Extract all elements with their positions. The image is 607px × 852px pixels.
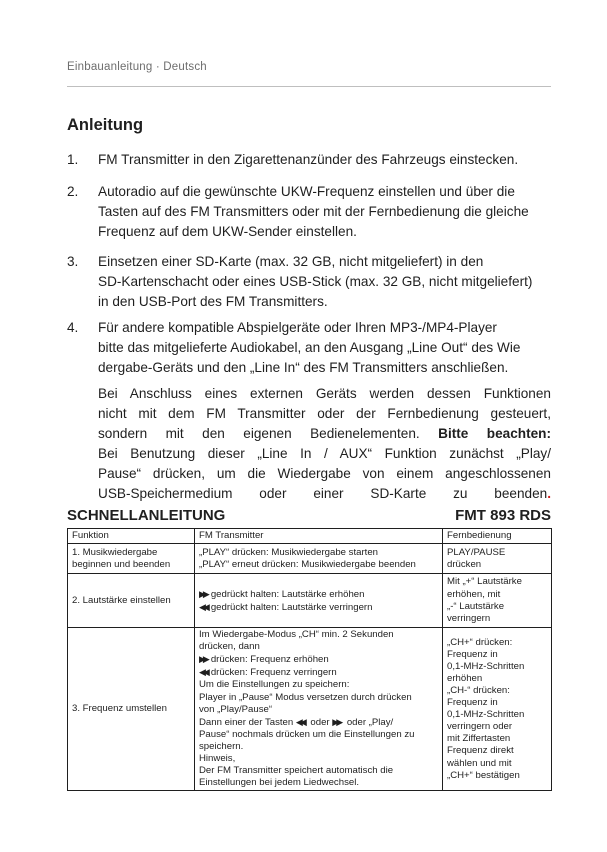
cell-line: Mit „+“ Lautstärke [447, 576, 522, 588]
cell-line: drücken, dann [199, 641, 260, 653]
cell-line [199, 653, 438, 666]
column-header-fm-transmitter: FM Transmitter [195, 529, 443, 544]
section-title: Anleitung [67, 116, 144, 134]
step-text: Einsetzen einer SD-Karte (max. 32 GB, nicht mitgeliefert) in den [98, 254, 484, 269]
table-row [68, 544, 552, 574]
cell-line: beginnen und beenden [72, 558, 171, 570]
cell-text: gedrückt halten: Lautstärke verringern [210, 601, 373, 613]
cell-line: Player in „Pause“ Modus versetzen durch drücken [199, 691, 412, 703]
cell-line: „CH+“ bestätigen [447, 769, 520, 781]
column-header-function: Funktion [68, 529, 195, 544]
note-paragraph [98, 384, 551, 504]
cell-line: 1. Musikwiedergabe [72, 546, 158, 558]
header-rule [67, 86, 551, 87]
rewind-icon: ◀◀ [199, 601, 207, 612]
cell-line: speichern. [199, 740, 244, 752]
table-header-row [68, 529, 552, 544]
cell-line: „CH-“ drücken: [447, 685, 510, 697]
cell-text: oder „Play/ [346, 716, 394, 728]
cell-line: Pause“ nochmals drücken um die Einstellungen zu [199, 728, 415, 740]
cell-line: Frequenz direkt [447, 745, 514, 757]
step-number: 3. [67, 254, 79, 269]
step-text: in den USB-Port des FM Transmitters. [98, 294, 328, 309]
note-line: USB-Speichermedium oder einer SD-Karte zu beenden [98, 486, 548, 501]
step-text: FM Transmitter in den Zigarettenanzünder des Fahrzeugs einstecken. [98, 152, 519, 167]
note-line: Pause“ drücken, um die Wiedergabe von einem angeschlossenen [98, 466, 551, 481]
cell-line: von „Play/Pause“ [199, 703, 273, 715]
model-name: FMT 893 RDS [455, 507, 551, 524]
function-cell [68, 628, 195, 791]
rewind-icon: ◀◀ [199, 667, 207, 678]
cell-line: erhöhen, mit [447, 588, 501, 600]
cell-line: Frequenz in [447, 697, 498, 709]
rewind-icon: ◀◀ [295, 716, 304, 727]
fast-forward-icon: ▶▶ [332, 716, 341, 727]
cell-line: verringern oder [447, 721, 513, 733]
note-end-mark: . [547, 486, 551, 501]
cell-line: Frequenz in [447, 648, 498, 660]
remote-cell [443, 628, 552, 791]
step-text: Autoradio auf die gewünschte UKW-Frequenz einstellen und über die [98, 184, 515, 199]
column-header-remote: Fernbedienung [443, 529, 552, 544]
cell-line: 0,1-MHz-Schritten [447, 660, 525, 672]
cell-line: drücken [447, 558, 482, 570]
step-text: Tasten auf des FM Transmitters oder mit der Fernbedienung die gleiche [98, 204, 529, 219]
cell-text: gedrückt halten: Lautstärke erhöhen [210, 588, 365, 600]
step-number: 4. [67, 320, 79, 335]
fm-cell [195, 574, 443, 628]
note-line: sondern mit den eigenen Bedienelementen. [98, 426, 420, 441]
fm-cell [195, 544, 443, 574]
quick-guide-table [67, 528, 552, 791]
step-text: bitte das mitgelieferte Audiokabel, an den Ausgang „Line Out“ des Wie [98, 340, 521, 355]
cell-line: Einstellungen bei jedem Liedwechsel. [199, 777, 359, 789]
step-text: SD-Kartenschacht oder eines USB-Stick (max. 32 GB, nicht mitgeliefert) [98, 274, 533, 289]
cell-line: Der FM Transmitter speichert automatisch die [199, 765, 394, 777]
cell-line: „PLAY“ erneut drücken: Musikwiedergabe beenden [199, 558, 416, 570]
cell-line: 2. Lautstärke einstellen [72, 594, 171, 606]
note-line-final [98, 484, 551, 504]
cell-line: Hinweis, [199, 753, 236, 765]
cell-line: mit Ziffertasten [447, 733, 511, 745]
note-line: nicht mit dem FM Transmitter oder der Fernbedienung gesteuert, [98, 406, 551, 421]
step-text: Für andere kompatible Abspielgeräte oder Ihren MP3-/MP4-Player [98, 320, 497, 335]
quick-guide-title: SCHNELLANLEITUNG [67, 507, 226, 524]
cell-line: „CH+“ drücken: [447, 636, 513, 648]
cell-line: „-“ Lautstärke [447, 600, 505, 612]
cell-text: oder [310, 716, 330, 728]
fm-cell [195, 628, 443, 791]
remote-cell [443, 544, 552, 574]
step-text: Frequenz auf dem UKW-Sender einstellen. [98, 224, 357, 239]
cell-line [199, 666, 438, 679]
cell-text: Dann einer der Tasten [199, 716, 294, 728]
fast-forward-icon: ▶▶ [199, 588, 207, 599]
fast-forward-icon: ▶▶ [199, 654, 207, 665]
running-header: Einbauanleitung · Deutsch [67, 61, 207, 73]
cell-line: Um die Einstellungen zu speichern: [199, 679, 350, 691]
step-text: dergabe-Geräts und den „Line In“ des FM Transmitters anschließen. [98, 360, 509, 375]
step-number: 1. [67, 152, 79, 167]
cell-line [199, 588, 438, 601]
cell-line: verringern [447, 612, 491, 624]
function-cell [68, 574, 195, 628]
note-line: Bei Benutzung dieser „Line In / AUX“ Funktion zunächst „Play/ [98, 446, 551, 461]
cell-text: drücken: Frequenz erhöhen [210, 654, 329, 666]
step-number: 2. [67, 184, 79, 199]
cell-line [199, 716, 438, 729]
table-row [68, 628, 552, 791]
cell-line: PLAY/PAUSE [447, 546, 506, 558]
cell-text: drücken: Frequenz verringern [210, 667, 337, 679]
cell-line: erhöhen [447, 672, 483, 684]
note-line: Bei Anschluss eines externen Geräts werden dessen Funktionen [98, 386, 551, 401]
cell-line: wählen und mit [447, 757, 512, 769]
cell-line: Im Wiedergabe-Modus „CH“ min. 2 Sekunden [199, 629, 394, 641]
cell-line [199, 601, 438, 614]
note-emphasis: Bitte beachten: [438, 426, 551, 441]
remote-cell [443, 574, 552, 628]
cell-line: 0,1-MHz-Schritten [447, 709, 525, 721]
function-cell [68, 544, 195, 574]
cell-line: „PLAY“ drücken: Musikwiedergabe starten [199, 546, 378, 558]
note-line-with-emphasis [98, 424, 551, 444]
table-row [68, 574, 552, 628]
cell-line: 3. Frequenz umstellen [72, 703, 167, 715]
